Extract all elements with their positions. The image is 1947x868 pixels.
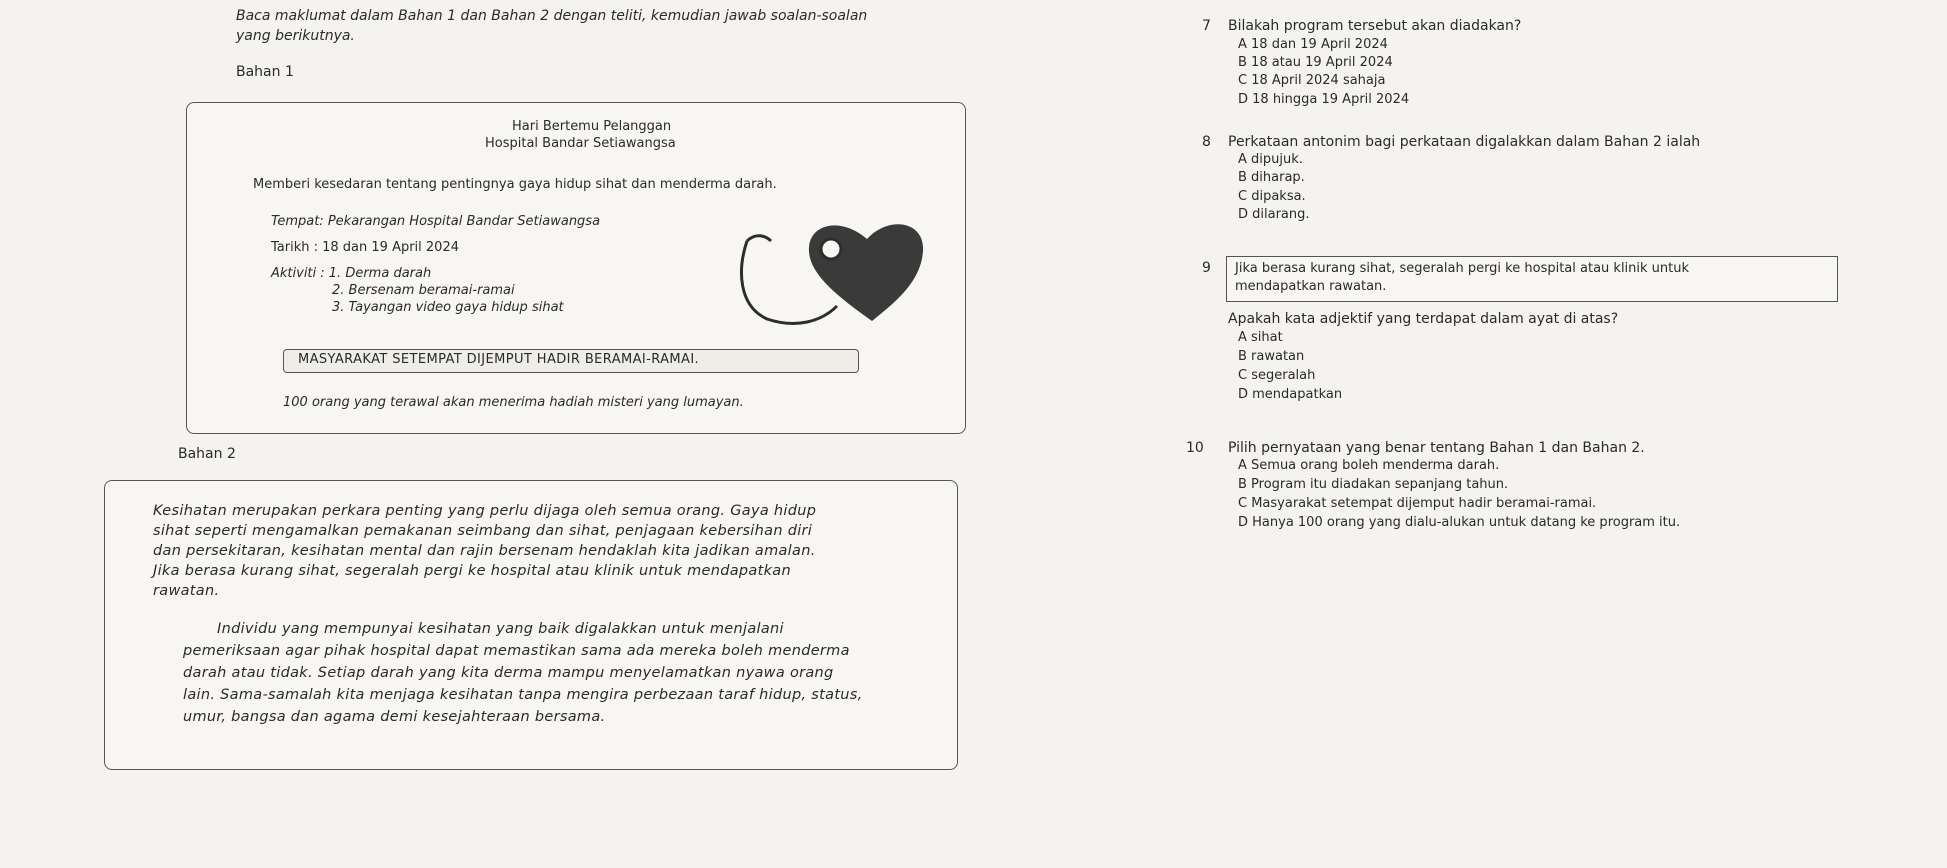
question-9-sentence-line2: mendapatkan rawatan. — [1235, 279, 1387, 294]
question-10-option-c[interactable]: C Masyarakat setempat dijemput hadir beramai-ramai. — [1238, 496, 1597, 511]
question-10-text: Pilih pernyataan yang benar tentang Bahan 1 dan Bahan 2. — [1228, 440, 1645, 456]
question-9-option-a[interactable]: A sihat — [1238, 330, 1283, 345]
question-9-option-d[interactable]: D mendapatkan — [1238, 387, 1343, 402]
passage-p1-line3: dan persekitaran, kesihatan mental dan rajin bersenam hendaklah kita jadikan amalan. — [153, 543, 816, 559]
question-8-option-a[interactable]: A dipujuk. — [1238, 152, 1303, 167]
poster-footer: 100 orang yang terawal akan menerima hadiah misteri yang lumayan. — [283, 395, 744, 410]
poster-aktiviti-3: 3. Tayangan video gaya hidup sihat — [332, 300, 564, 315]
bahan2-label: Bahan 2 — [178, 446, 236, 462]
question-9-option-c[interactable]: C segeralah — [1238, 368, 1316, 383]
poster-aktiviti-1: Aktiviti : 1. Derma darah — [271, 266, 432, 281]
question-7-option-c[interactable]: C 18 April 2024 sahaja — [1238, 73, 1386, 88]
question-8-option-b[interactable]: B diharap. — [1238, 170, 1305, 185]
bahan1-label: Bahan 1 — [236, 64, 294, 80]
poster-subtitle: Hospital Bandar Setiawangsa — [485, 136, 676, 151]
instructions-line-2: yang berikutnya. — [236, 28, 355, 44]
passage-p2-line3: darah atau tidak. Setiap darah yang kita derma mampu menyelamatkan nyawa orang — [183, 665, 834, 681]
question-9-text: Apakah kata adjektif yang terdapat dalam ayat di atas? — [1228, 311, 1619, 327]
stethoscope-heart-icon — [727, 211, 927, 331]
passage-p2-line5: umur, bangsa dan agama demi kesejahteraan bersama. — [183, 709, 606, 725]
question-7-number: 7 — [1202, 18, 1211, 34]
question-9-number: 9 — [1202, 260, 1211, 276]
passage-p1-line2: sihat seperti mengamalkan pemakanan seimbang dan sihat, penjagaan kebersihan diri — [153, 523, 813, 539]
instructions-line-1: Baca maklumat dalam Bahan 1 dan Bahan 2 dengan teliti, kemudian jawab soalan-soalan — [236, 8, 868, 24]
question-8-option-d[interactable]: D dilarang. — [1238, 207, 1310, 222]
poster-aktiviti-2: 2. Bersenam beramai-ramai — [332, 283, 515, 298]
question-9-sentence-box — [1226, 256, 1838, 302]
poster-tarikh: Tarikh : 18 dan 19 April 2024 — [271, 240, 459, 255]
question-10-option-d[interactable]: D Hanya 100 orang yang dialu-alukan untuk datang ke program itu. — [1238, 515, 1681, 530]
poster-banner-text: MASYARAKAT SETEMPAT DIJEMPUT HADIR BERAMAI-RAMAI. — [298, 352, 700, 367]
question-8-text: Perkataan antonim bagi perkataan digalakkan dalam Bahan 2 ialah — [1228, 134, 1701, 150]
passage-p2-line2: pemeriksaan agar pihak hospital dapat memastikan sama ada mereka boleh menderma — [183, 643, 850, 659]
question-7-option-b[interactable]: B 18 atau 19 April 2024 — [1238, 55, 1393, 70]
bahan2-passage — [104, 480, 958, 770]
bahan1-poster — [186, 102, 966, 434]
poster-banner — [283, 349, 859, 373]
poster-tempat: Tempat: Pekarangan Hospital Bandar Setiawangsa — [271, 214, 601, 229]
question-7-text: Bilakah program tersebut akan diadakan? — [1228, 18, 1522, 34]
poster-title: Hari Bertemu Pelanggan — [512, 119, 672, 134]
passage-p1-line1: Kesihatan merupakan perkara penting yang perlu dijaga oleh semua orang. Gaya hidup — [153, 503, 817, 519]
question-9-option-b[interactable]: B rawatan — [1238, 349, 1305, 364]
poster-intro: Memberi kesedaran tentang pentingnya gaya hidup sihat dan menderma darah. — [253, 177, 777, 192]
question-7-option-a[interactable]: A 18 dan 19 April 2024 — [1238, 37, 1388, 52]
passage-p1-line4: Jika berasa kurang sihat, segeralah pergi ke hospital atau klinik untuk mendapatkan — [153, 563, 791, 579]
passage-p2-line1: Individu yang mempunyai kesihatan yang baik digalakkan untuk menjalani — [217, 621, 784, 637]
question-9-sentence-line1: Jika berasa kurang sihat, segeralah pergi ke hospital atau klinik untuk — [1235, 261, 1690, 276]
question-10-option-b[interactable]: B Program itu diadakan sepanjang tahun. — [1238, 477, 1509, 492]
passage-p2-line4: lain. Sama-samalah kita menjaga kesihatan tanpa mengira perbezaan taraf hidup, status, — [183, 687, 863, 703]
passage-p1-line5: rawatan. — [153, 583, 220, 599]
question-7-option-d[interactable]: D 18 hingga 19 April 2024 — [1238, 92, 1410, 107]
question-8-option-c[interactable]: C dipaksa. — [1238, 189, 1306, 204]
question-10-option-a[interactable]: A Semua orang boleh menderma darah. — [1238, 458, 1500, 473]
question-10-number: 10 — [1186, 440, 1204, 456]
question-8-number: 8 — [1202, 134, 1211, 150]
